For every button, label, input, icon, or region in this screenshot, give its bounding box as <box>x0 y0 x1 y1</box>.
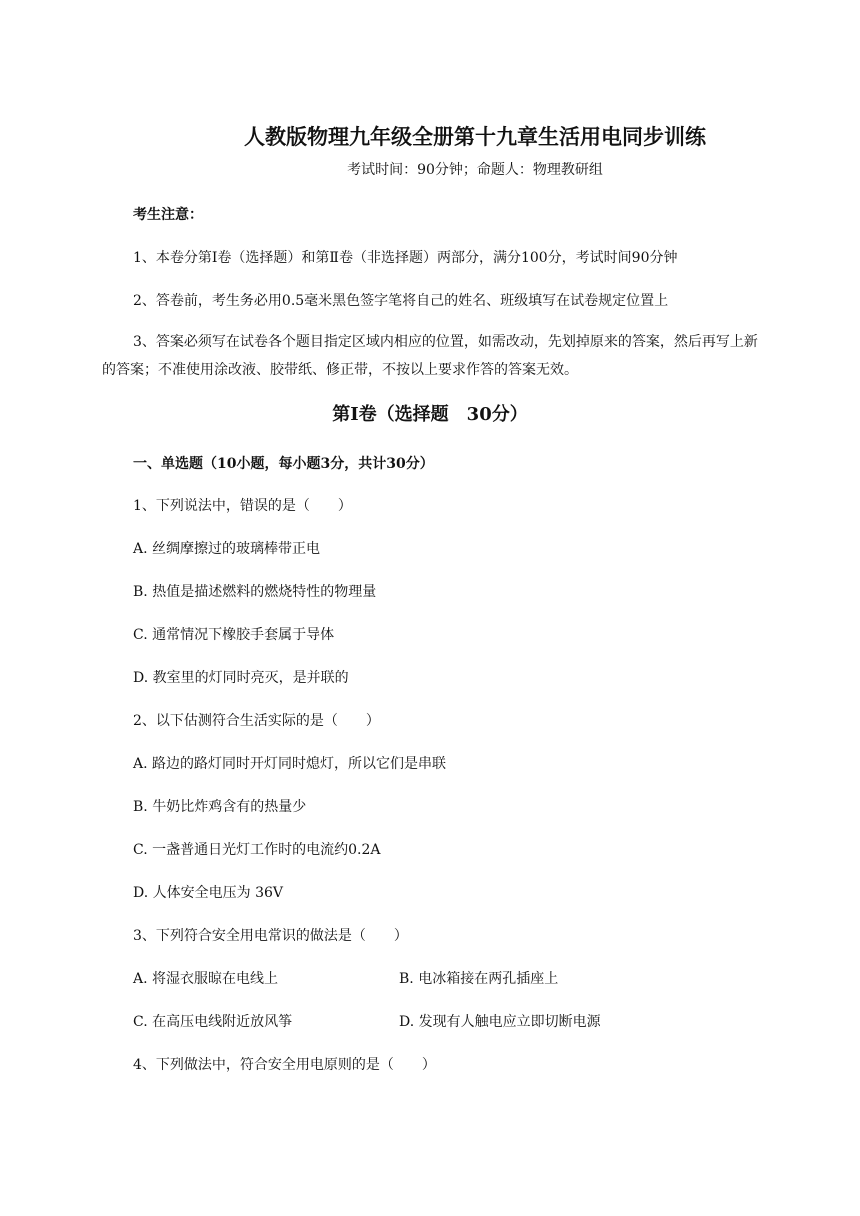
question-1-option-c: C. 通常情况下橡胶手套属于导体 <box>133 627 335 643</box>
question-1-stem: 1、下列说法中，错误的是（ ） <box>133 498 352 514</box>
question-2-option-d: D. 人体安全电压为 36V <box>133 885 284 901</box>
question-3-option-c: C. 在高压电线附近放风筝 <box>133 1014 293 1030</box>
section-title: 第Ⅰ卷（选择题 30分） <box>332 404 528 425</box>
notice-item-1: 1、本卷分第Ⅰ卷（选择题）和第Ⅱ卷（非选择题）两部分，满分100分，考试时间90分钟 <box>133 250 678 266</box>
question-1-option-a: A. 丝绸摩擦过的玻璃棒带正电 <box>133 541 321 557</box>
question-2-option-c: C. 一盏普通日光灯工作时的电流约0.2A <box>133 842 381 858</box>
question-3-option-b: B. 电冰箱接在两孔插座上 <box>399 971 559 987</box>
question-1-option-d: D. 教室里的灯同时亮灭，是并联的 <box>133 670 349 686</box>
question-2-option-b: B. 牛奶比炸鸡含有的热量少 <box>133 799 307 815</box>
question-3-option-d: D. 发现有人触电应立即切断电源 <box>399 1014 601 1030</box>
part-heading: 一、单选题（10小题，每小题3分，共计30分） <box>133 456 434 472</box>
question-4-stem: 4、下列做法中，符合安全用电原则的是（ ） <box>133 1057 436 1073</box>
document-subtitle: 考试时间：90分钟；命题人：物理教研组 <box>347 162 603 178</box>
question-2-option-a: A. 路边的路灯同时开灯同时熄灯，所以它们是串联 <box>133 756 447 772</box>
question-3-option-a: A. 将湿衣服晾在电线上 <box>133 971 279 987</box>
notice-item-3: 3、答案必须写在试卷各个题目指定区域内相应的位置，如需改动，先划掉原来的答案，然后再写上新的答案；不准使用涂改液、胶带纸、修正带，不按以上要求作答的答案无效。 <box>102 334 758 378</box>
notice-item-2: 2、答卷前，考生务必用0.5毫米黑色签字笔将自己的姓名、班级填写在试卷规定位置上 <box>133 293 669 309</box>
question-2-stem: 2、以下估测符合生活实际的是（ ） <box>133 713 380 729</box>
notice-heading: 考生注意： <box>133 207 203 223</box>
document-title: 人教版物理九年级全册第十九章生活用电同步训练 <box>244 124 706 149</box>
question-1-option-b: B. 热值是描述燃料的燃烧特性的物理量 <box>133 584 377 600</box>
question-3-stem: 3、下列符合安全用电常识的做法是（ ） <box>133 928 408 944</box>
